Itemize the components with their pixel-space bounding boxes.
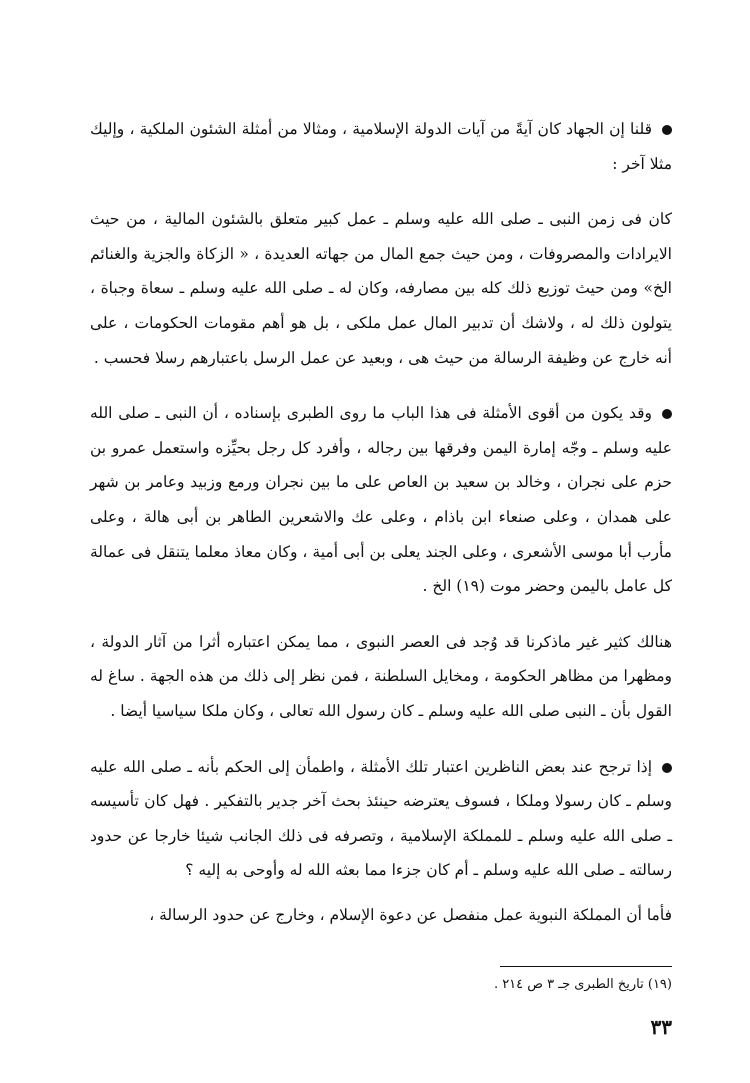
paragraph-6 bbox=[90, 898, 672, 933]
page-number: ٣٣ bbox=[650, 1015, 672, 1039]
paragraph-text: هنالك كثير غير ماذكرنا قد وُجد فى العصر النبوى ، مما يمكن اعتباره أثرا من آثار الدولة ، ومظهرا من مظاهر الحكومة ، ومخايل السلطنة ، فمن نظر إلى ذلك من هذه الجهة . ساغ له القول بأن ـ النبى صلى الله عليه وسلم ـ كان رسول الله تعالى ، وكان ملكا سياسيا أيضا . bbox=[90, 632, 672, 720]
footnote-divider bbox=[500, 966, 672, 967]
paragraph-text: وقد يكون من أقوى الأمثلة فى هذا الباب ما روى الطبرى بإسناده ، أن النبى ـ صلى الله عليه وسلم ـ وجّه إمارة اليمن وفرقها بين رجاله ، وأفرد كل رجل بحيِّزه واستعمل عمرو بن حزم على نجران ، وخالد بن سعيد بن العاص على ما بين نجران ورمع وزبيد وعامر بن شهر على همدان ، وعلى صنعاء ابن باذام ، وعلى عك والاشعرين الطاهر بن أبى هالة ، وعلى مأرب أبا موسى الأشعرى ، وعلى الجند يعلى بن أبى أمية ، وكان معاذ معلما يتنقل فى عمالة كل عامل باليمن وحضر موت (١٩) الخ . bbox=[90, 404, 672, 596]
bullet-icon bbox=[662, 125, 672, 135]
page-body bbox=[90, 112, 672, 953]
paragraph-2 bbox=[90, 202, 672, 375]
paragraph-text: إذا ترجح عند بعض الناظرين اعتبار تلك الأمثلة ، واطمأن إلى الحكم بأنه ـ صلى الله عليه وسلم ـ كان رسولا وملكا ، فسوف يعترضه حينئذ بحث آخر جدير بالتفكير . فهل كان تأسيسه ـ صلى الله عليه وسلم ـ للمملكة الإسلامية ، وتصرفه فى ذلك الجانب شيئا خارجا عن حدود رسالته ـ صلى الله عليه وسلم ـ أم كان جزءا مما بعثه الله له وأوحى به إليه ؟ bbox=[90, 757, 672, 880]
footnote: (١٩) تاريخ الطبرى جـ ٣ ص ٢١٤ . bbox=[493, 977, 672, 992]
bullet-icon bbox=[662, 763, 672, 773]
paragraph-1 bbox=[90, 112, 672, 181]
paragraph-text: فأما أن المملكة النبوية عمل منفصل عن دعوة الإسلام ، وخارج عن حدود الرسالة ، bbox=[149, 905, 672, 924]
paragraph-3 bbox=[90, 396, 672, 604]
bullet-icon bbox=[662, 409, 672, 419]
paragraph-text: قلنا إن الجهاد كان آيةً من آيات الدولة الإسلامية ، ومثالا من أمثلة الشئون الملكية ، وإليك مثلا آخر : bbox=[90, 120, 672, 173]
paragraph-5 bbox=[90, 750, 672, 888]
paragraph-text: كان فى زمن النبى ـ صلى الله عليه وسلم ـ عمل كبير متعلق بالشئون المالية ، من حيث الايرادات والمصروفات ، ومن حيث جمع المال من جهاته العديدة ، « الزكاة والجزية والغنائم الخ» ومن حيث توزيع ذلك كله بين مصارفه، وكان له ـ صلى الله عليه وسلم ـ سعاة وجباة ، يتولون ذلك له ، ولاشك أن تدبير المال عمل ملكى ، بل هو أهم مقومات الحكومات ، على أنه خارج عن وظيفة الرسالة من حيث هى ، وبعيد عن عمل الرسل باعتبارهم رسلا فحسب . bbox=[90, 210, 672, 367]
paragraph-4 bbox=[90, 625, 672, 729]
